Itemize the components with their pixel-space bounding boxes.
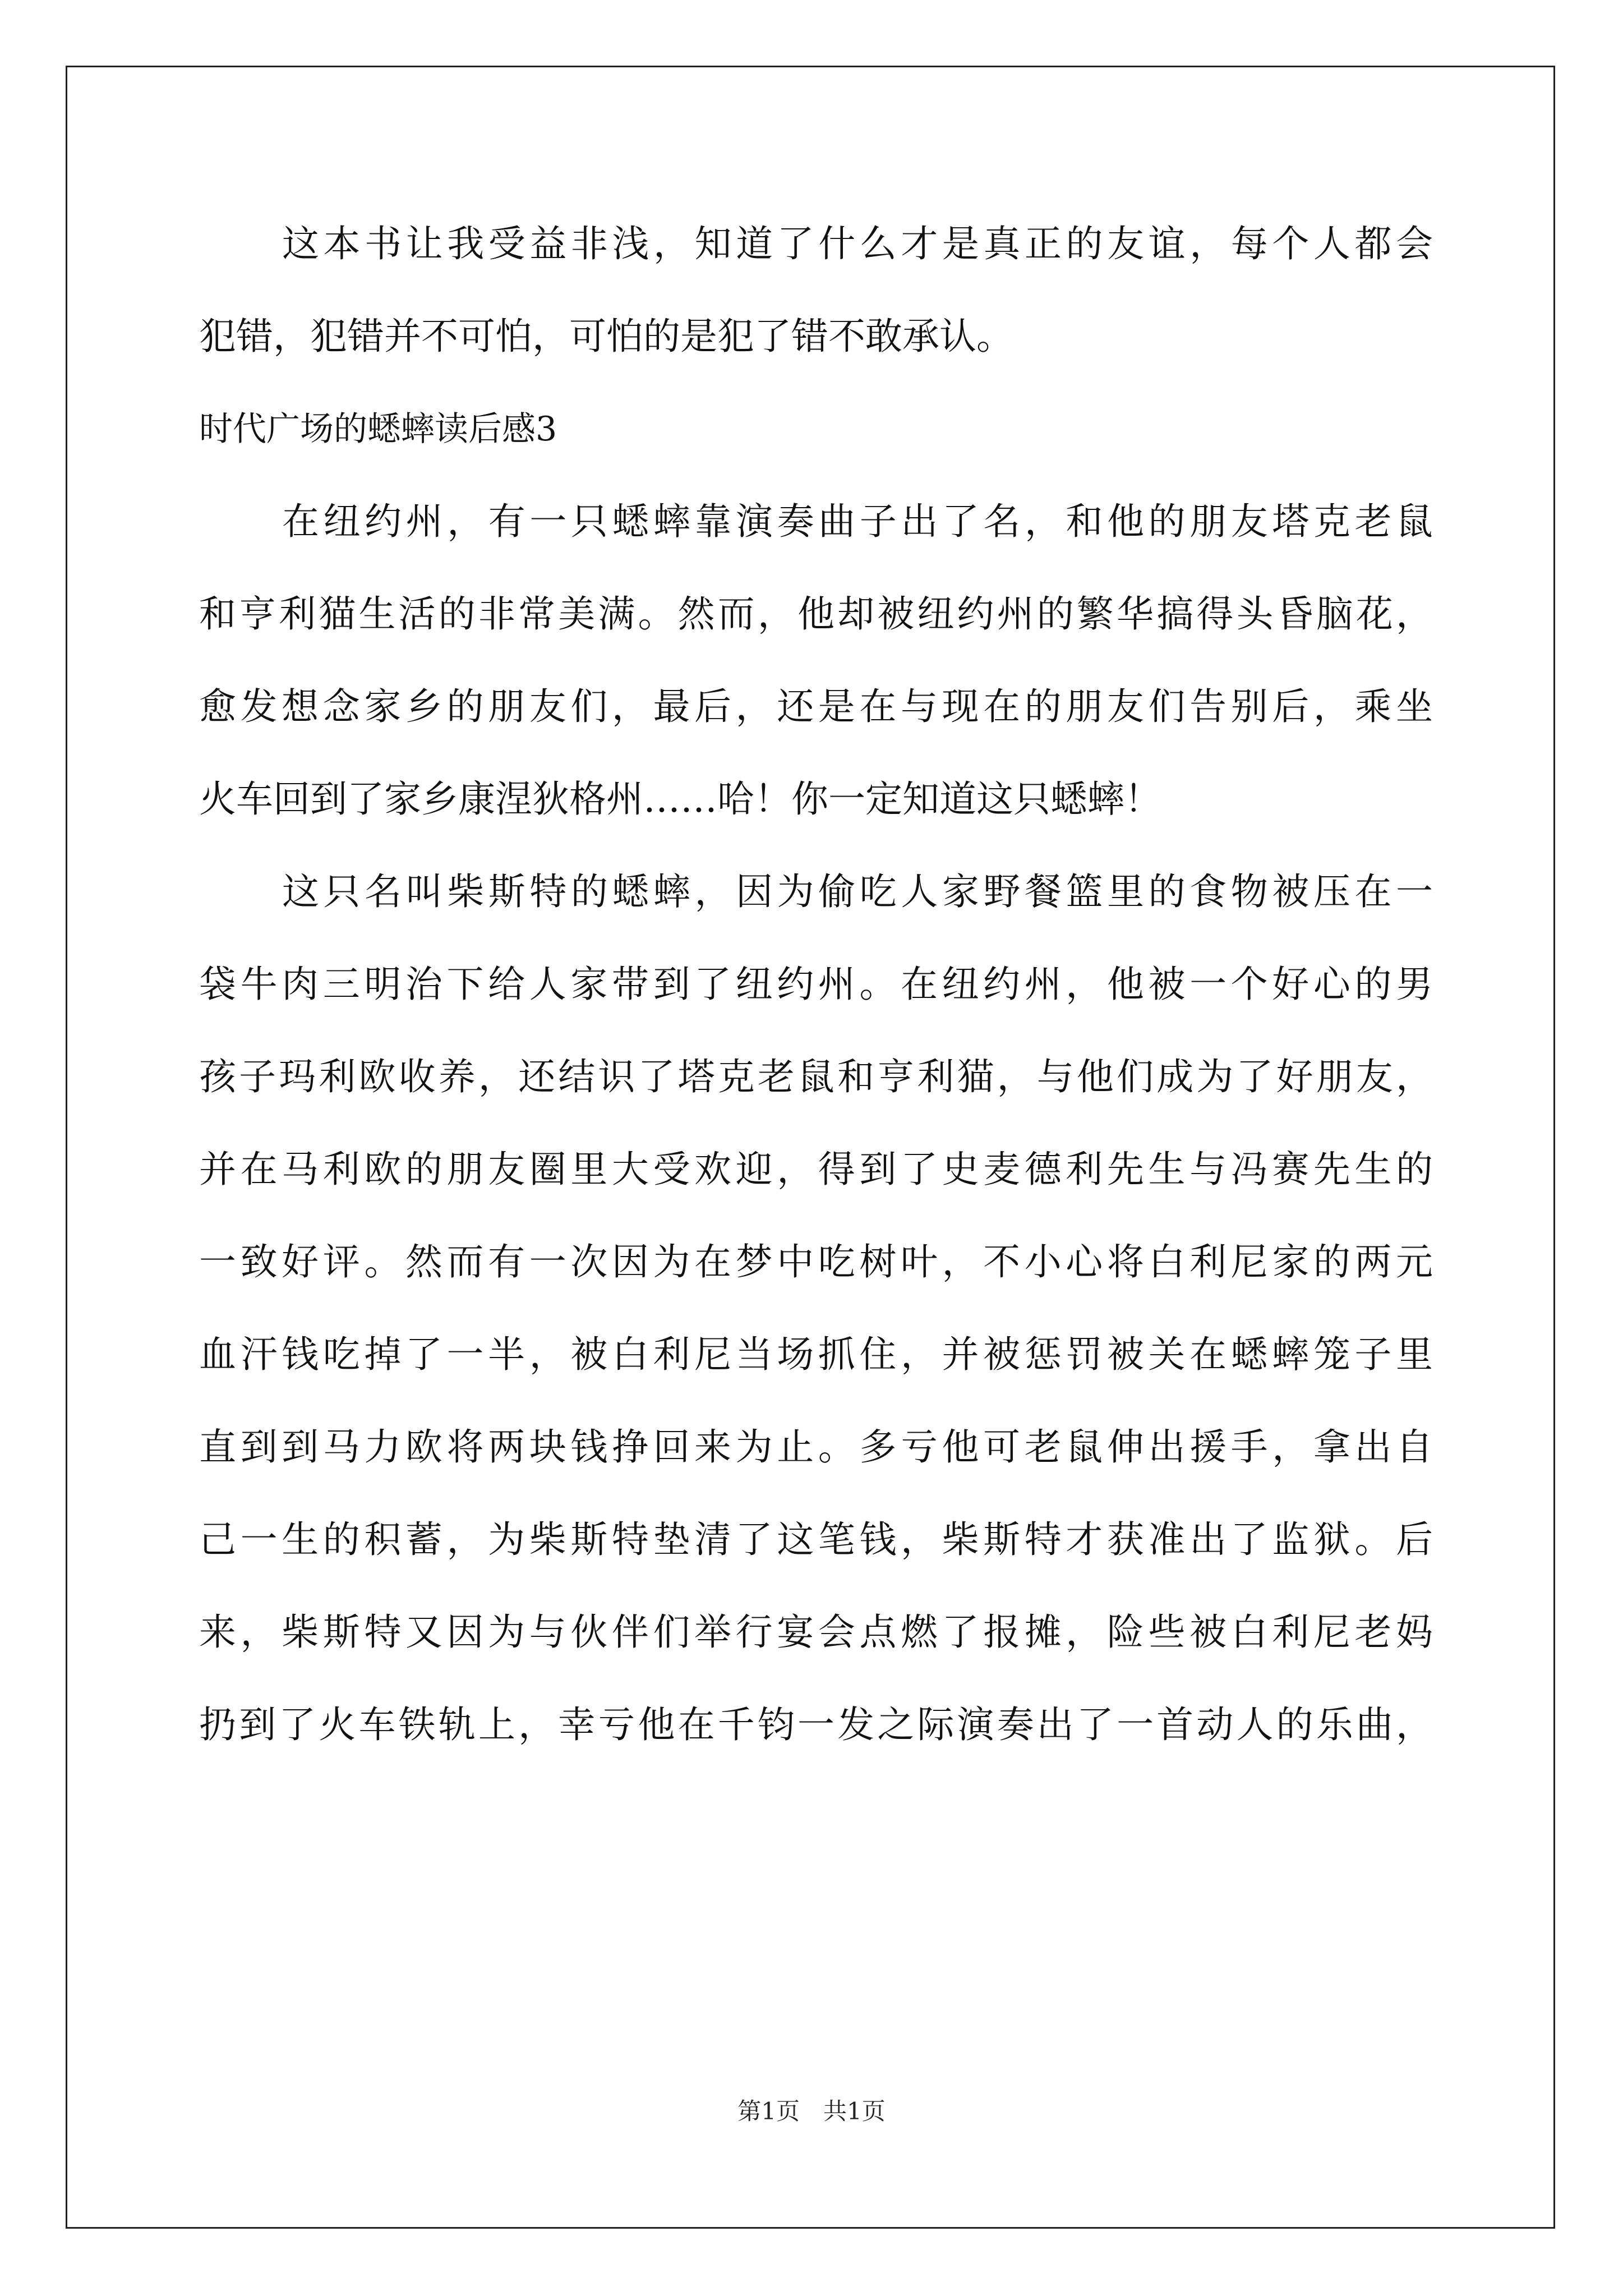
paragraph-line: 孩子玛利欧收养，还结识了塔克老鼠和亨利猫，与他们成为了好朋友， [199,1055,1433,1098]
paragraph-line: 血汗钱吃掉了一半，被白利尼当场抓住，并被惩罚被关在蟋蟀笼子里 [199,1333,1433,1376]
document-body [199,222,1433,1795]
paragraph-line: 和亨利猫生活的非常美满。然而，他却被纽约州的繁华搞得头昏脑花， [199,592,1433,636]
paragraph-line: 火车回到了家乡康涅狄格州……哈！你一定知道这只蟋蟀！ [199,777,1161,821]
paragraph-line: 袋牛肉三明治下给人家带到了纽约州。在纽约州，他被一个好心的男 [199,963,1433,1006]
paragraph-line: 这本书让我受益非浅，知道了什么才是真正的友谊，每个人都会 [282,222,1433,265]
paragraph-line: 直到到马力欧将两块钱挣回来为止。多亏他可老鼠伸出援手，拿出自 [199,1425,1433,1469]
paragraph-line: 在纽约州，有一只蟋蟀靠演奏曲子出了名，和他的朋友塔克老鼠 [282,500,1433,543]
page-footer: 第1页 共1页 [737,2097,886,2125]
paragraph-line: 这只名叫柴斯特的蟋蟀，因为偷吃人家野餐篮里的食物被压在一 [282,870,1433,913]
paragraph-line: 并在马利欧的朋友圈里大受欢迎，得到了史麦德利先生与冯赛先生的 [199,1148,1433,1191]
paragraph-line: 己一生的积蓄，为柴斯特垫清了这笔钱，柴斯特才获准出了监狱。后 [199,1518,1433,1561]
paragraph-line: 来，柴斯特又因为与伙伴们举行宴会点燃了报摊，险些被白利尼老妈 [199,1611,1433,1654]
section-heading: 时代广场的蟋蟀读后感3 [199,409,557,449]
paragraph-line: 犯错，犯错并不可怕，可怕的是犯了错不敢承认。 [199,315,1013,358]
paragraph-line: 愈发想念家乡的朋友们，最后，还是在与现在的朋友们告别后，乘坐 [199,685,1433,728]
paragraph-line: 扔到了火车铁轨上，幸亏他在千钧一发之际演奏出了一首动人的乐曲， [199,1703,1433,1746]
paragraph-line: 一致好评。然而有一次因为在梦中吃树叶，不小心将白利尼家的两元 [199,1240,1433,1283]
